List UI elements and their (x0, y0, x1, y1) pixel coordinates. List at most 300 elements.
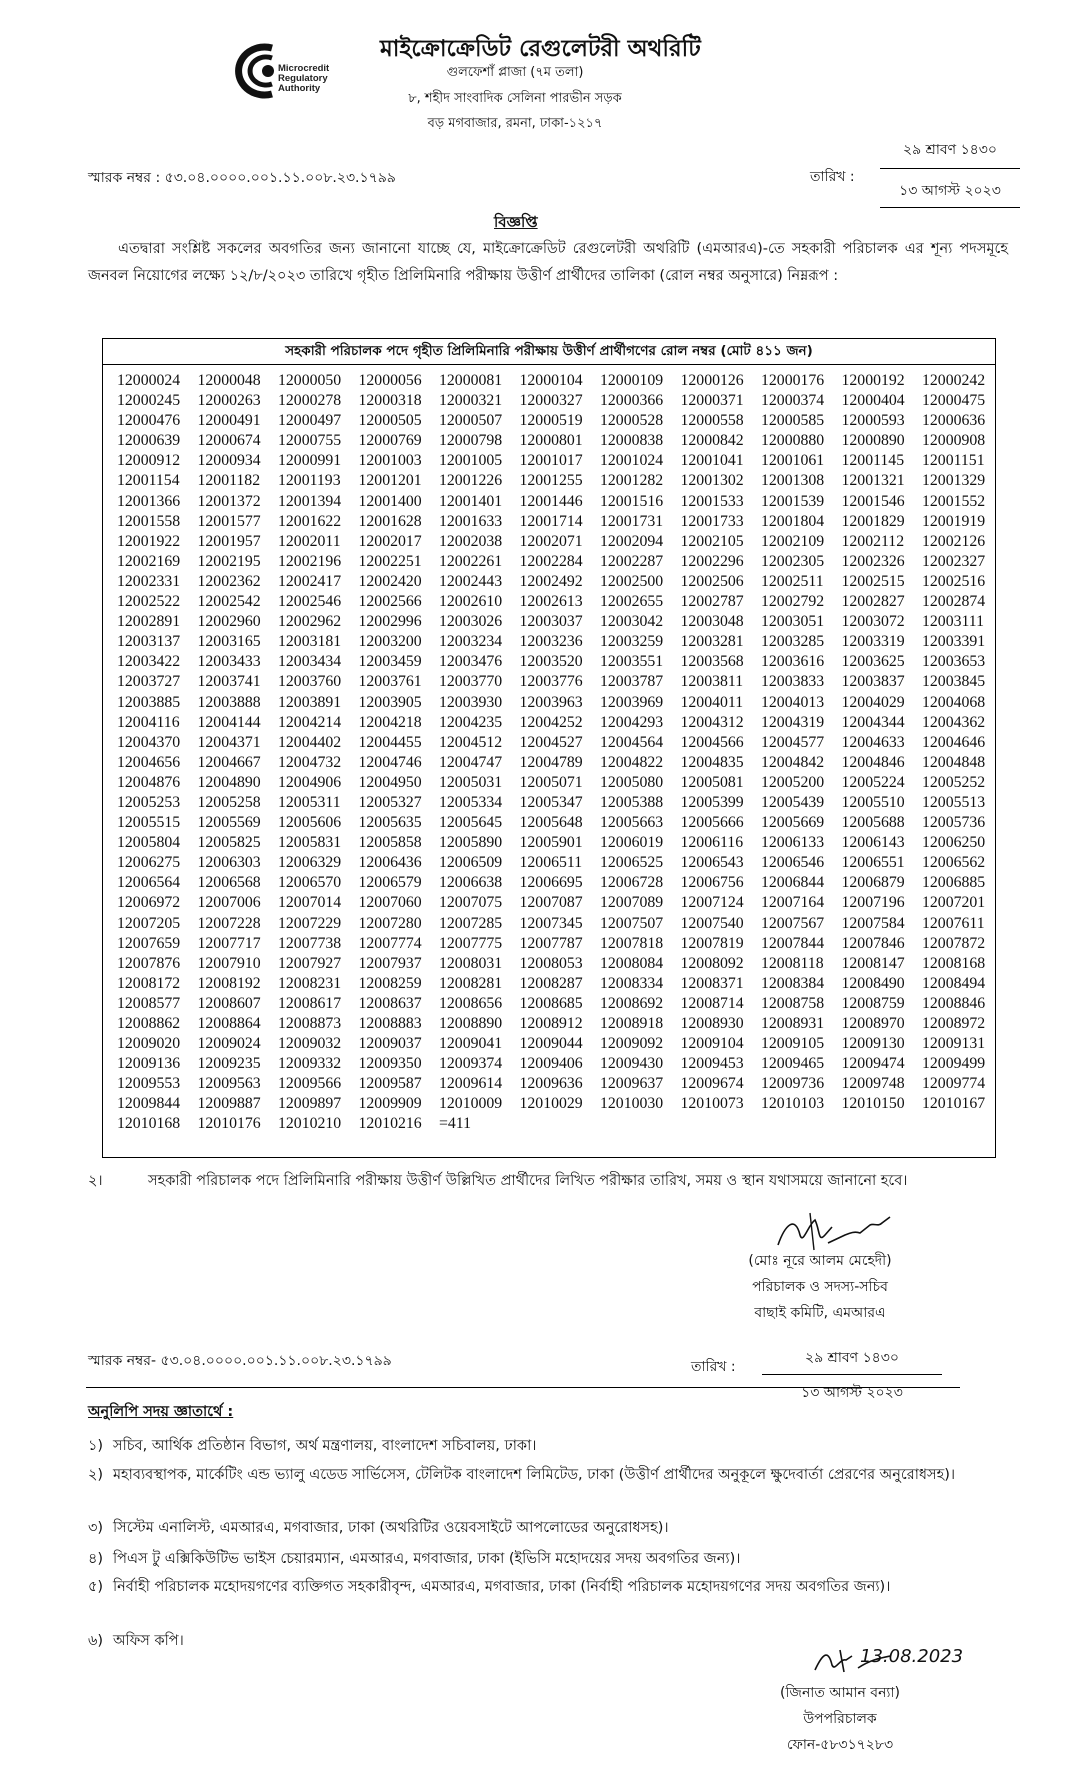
roll-number: 12002787 (680, 593, 744, 611)
roll-number: 12002792 (761, 593, 825, 611)
roll-number: 12000519 (519, 412, 583, 430)
copy-item: ২) মহাব্যবস্থাপক, মার্কেটিং এন্ড ভ্যালু এডেড সার্ভিসেস, টেলিটক বাংলাদেশ লিমিটেড, ঢাকা (উত্তীর্ণ প্রার্থীদের অনুকূলে ক্ষুদেবার্তা প্রেরণের অনুরোধসহ)। (88, 1467, 956, 1483)
roll-number: 12005688 (841, 814, 905, 832)
roll-number: 12005252 (922, 773, 986, 791)
paragraph-number: ২। (88, 1173, 103, 1189)
roll-number: 12000081 (439, 372, 503, 389)
roll-number: 12002011 (278, 532, 341, 550)
roll-number: 12008758 (761, 994, 825, 1012)
roll-number: 12007738 (278, 934, 342, 952)
roll-number: 12009020 (117, 1035, 181, 1053)
roll-number: 12004013 (761, 693, 825, 711)
roll-number: 12005334 (439, 793, 503, 811)
roll-number: 12000318 (358, 392, 422, 410)
roll-number: 12007611 (922, 914, 985, 932)
roll-number: 12005825 (197, 834, 261, 852)
roll-number: 12006543 (680, 854, 744, 872)
roll-number: 12000126 (680, 372, 744, 389)
roll-number: 12009736 (761, 1075, 825, 1093)
table-row (117, 1074, 995, 1094)
roll-number: 12004371 (197, 733, 261, 751)
roll-number: 12008118 (761, 954, 824, 972)
roll-number: 12008617 (278, 994, 342, 1012)
roll-number: 12002094 (600, 532, 664, 550)
roll-number: 12007844 (761, 934, 825, 952)
roll-number: 12002417 (278, 572, 342, 590)
roll-number: 12006568 (197, 874, 261, 892)
roll-number: 12004362 (922, 713, 986, 731)
roll-number: 12009563 (197, 1075, 261, 1093)
roll-number: 12000366 (600, 392, 664, 410)
table-row (117, 994, 995, 1014)
roll-number: 12006509 (439, 854, 503, 872)
signature-2-icon (810, 1630, 970, 1680)
roll-number: 12005663 (600, 814, 664, 832)
roll-number: 12006546 (761, 854, 825, 872)
roll-number: 12010073 (680, 1095, 744, 1113)
roll-number: 12000801 (519, 432, 583, 450)
roll-number: 12000528 (600, 412, 664, 430)
roll-number: 12002500 (600, 572, 664, 590)
roll-number: 12009909 (358, 1095, 422, 1113)
table-row (117, 1054, 995, 1074)
table-row (117, 914, 995, 934)
roll-number: 12003905 (358, 693, 422, 711)
roll-number: 12003653 (922, 653, 986, 671)
roll-number: 12001017 (519, 452, 583, 470)
roll-number: 12003051 (761, 613, 825, 631)
roll-number: 12009887 (197, 1095, 261, 1113)
roll-number: 12000109 (600, 372, 664, 389)
roll-number: 12000636 (922, 412, 986, 430)
roll-number: 12007285 (439, 914, 503, 932)
roll-number: 12008494 (922, 974, 986, 992)
roll-number: 12000769 (358, 432, 422, 450)
roll-number: 12000048 (197, 372, 261, 389)
roll-number: 12001539 (761, 492, 825, 510)
roll-number: 12009032 (278, 1035, 342, 1053)
date-bangla-2: ২৯ শ্রাবণ ১৪৩০ (762, 1346, 942, 1375)
roll-number: 12000176 (761, 372, 825, 389)
roll-number: 12007087 (519, 894, 583, 912)
table-row (117, 693, 995, 713)
roll-number: 12005669 (761, 814, 825, 832)
roll-number: 12004950 (358, 773, 422, 791)
roll-number: 12001193 (278, 472, 341, 490)
roll-number: 12000050 (278, 372, 342, 389)
roll-number: 12005515 (117, 814, 181, 832)
roll-number: 12005513 (922, 793, 986, 811)
table-row (117, 1114, 995, 1134)
roll-number: 12008846 (922, 994, 986, 1012)
roll-number: 12006638 (439, 874, 503, 892)
roll-number: 12004646 (922, 733, 986, 751)
roll-number: 12004822 (600, 753, 664, 771)
roll-number: 12008334 (600, 974, 664, 992)
table-header: সহকারী পরিচালক পদে গৃহীত প্রিলিমিনারি পরীক্ষায় উত্তীর্ণ প্রার্থীগণের রোল নম্বর (মোট ৪১১ জন) (103, 339, 995, 365)
roll-number: 12009844 (117, 1095, 181, 1113)
org-name: মাইক্রোক্রেডিট রেগুলেটরী অথরিটি (380, 36, 701, 62)
roll-number: 12002515 (841, 572, 905, 590)
roll-number: 12004527 (519, 733, 583, 751)
table-row (117, 853, 995, 873)
roll-number: 12005031 (439, 773, 503, 791)
roll-number: 12003319 (841, 633, 905, 651)
signatory-1-title: পরিচালক ও সদস্য-সচিব (752, 1279, 888, 1295)
roll-number: 12001919 (922, 512, 986, 530)
roll-number: 12000327 (519, 392, 583, 410)
roll-number: 12007229 (278, 914, 342, 932)
roll-number: 12008692 (600, 994, 664, 1012)
table-row (117, 451, 995, 471)
roll-number: 12002284 (519, 552, 583, 570)
date-box (880, 138, 1020, 208)
roll-number: 12003891 (278, 693, 342, 711)
roll-number: 12008890 (439, 1015, 503, 1032)
roll-number: 12005606 (278, 814, 342, 832)
roll-number: 12002443 (439, 572, 503, 590)
roll-number: 12003434 (278, 653, 342, 671)
roll-number: 12007124 (680, 894, 744, 912)
roll-number: 12006562 (922, 854, 986, 872)
roll-number: 12000192 (841, 372, 905, 389)
roll-number: 12004789 (519, 753, 583, 771)
roll-number: 12006143 (841, 834, 905, 852)
roll-number: 12000991 (278, 452, 342, 470)
roll-number: 12004319 (761, 713, 825, 731)
roll-number: 12008092 (680, 954, 744, 972)
roll-number: 12002109 (761, 532, 825, 550)
roll-number: 12006756 (680, 874, 744, 892)
roll-number: 12010210 (278, 1115, 342, 1133)
roll-number: 12008883 (358, 1015, 422, 1032)
roll-number: 12001446 (519, 492, 583, 510)
roll-number: 12008281 (439, 974, 503, 992)
roll-number: 12008912 (519, 1015, 583, 1032)
table-row (117, 612, 995, 632)
roll-number: 12004564 (600, 733, 664, 751)
roll-number: 12009453 (680, 1055, 744, 1073)
roll-number: 12001255 (519, 472, 583, 490)
roll-number: 12010009 (439, 1095, 503, 1113)
roll-number: 12007228 (197, 914, 261, 932)
roll-number: 12003234 (439, 633, 503, 651)
table-row (117, 813, 995, 833)
roll-number: 12001041 (680, 452, 744, 470)
roll-number: 12001922 (117, 532, 181, 550)
roll-number: 12001226 (439, 472, 503, 490)
roll-number: 12001516 (600, 492, 664, 510)
table-row (117, 552, 995, 572)
notice-title: বিজ্ঞপ্তি (494, 213, 538, 231)
roll-number: 12000024 (117, 372, 181, 389)
roll-number: 12004876 (117, 773, 181, 791)
roll-number: 12002492 (519, 572, 583, 590)
roll-number: 12001005 (439, 452, 503, 470)
roll-number: 12001308 (761, 472, 825, 490)
copy-item: ৪) পিএস টু এক্সিকিউটিভ ভাইস চেয়ারম্যান, এমআরএ, মগবাজার, ঢাকা (ইভিসি মহোদয়ের সদয় অবগতির জন্য)। (88, 1551, 741, 1567)
copy-item: ৩) সিস্টেম এনালিস্ট, এমআরএ, মগবাজার, ঢাকা (অথরিটির ওয়েবসাইটে আপলোডের অনুরোধসহ)। (88, 1520, 669, 1536)
roll-number: 12000585 (761, 412, 825, 430)
roll-number: 12007540 (680, 914, 744, 932)
roll-number: 12000245 (117, 392, 181, 410)
roll-number: 12004029 (841, 693, 905, 711)
roll-number: 12001061 (761, 452, 825, 470)
roll-number: 12004848 (922, 753, 986, 771)
roll-number: 12010029 (519, 1095, 583, 1113)
roll-number: 12007774 (358, 934, 422, 952)
roll-number: 12000639 (117, 432, 181, 450)
roll-number: 12004633 (841, 733, 905, 751)
roll-number: 12002362 (197, 572, 261, 590)
signatory-1 (700, 1248, 940, 1326)
roll-number: 12000476 (117, 412, 181, 430)
signatory-1-name: (মোঃ নূরে আলম মেহেদী) (748, 1253, 892, 1269)
roll-number: 12000056 (358, 372, 422, 389)
roll-number: 12007846 (841, 934, 905, 952)
roll-number: 12008053 (519, 954, 583, 972)
roll-number: 12008172 (117, 974, 181, 992)
roll-number: 12007872 (922, 934, 986, 952)
roll-number: 12001622 (278, 512, 342, 530)
roll-number: 12006695 (519, 874, 583, 892)
roll-number: 12000842 (680, 432, 744, 450)
roll-number: 12002195 (197, 552, 261, 570)
roll-number: 12007014 (278, 894, 342, 912)
roll-number: 12003459 (358, 653, 422, 671)
paragraph-2 (88, 1167, 1008, 1195)
roll-number: 12000880 (761, 432, 825, 450)
roll-number: 12002327 (922, 552, 986, 570)
roll-number: 12002516 (922, 572, 986, 590)
table-row (117, 753, 995, 773)
roll-number: 12009406 (519, 1055, 583, 1073)
roll-number: 12003181 (278, 633, 342, 651)
table-row (117, 954, 995, 974)
roll-number: 12005258 (197, 793, 261, 811)
roll-number: 12007196 (841, 894, 905, 912)
roll-number: 12009614 (439, 1075, 503, 1093)
table-row (117, 934, 995, 954)
roll-number: 12009041 (439, 1035, 503, 1053)
roll-number: 12007818 (600, 934, 664, 952)
roll-number: 12002287 (600, 552, 664, 570)
roll-number: 12008084 (600, 954, 664, 972)
roll-number: 12001372 (197, 492, 261, 510)
roll-number: 12003042 (600, 613, 664, 631)
roll-number: 12001731 (600, 512, 664, 530)
roll-number: 12000838 (600, 432, 664, 450)
roll-number: 12006019 (600, 834, 664, 852)
table-row (117, 371, 995, 391)
roll-number: 12009130 (841, 1035, 905, 1053)
roll-list (103, 365, 995, 1135)
roll-number: 12000263 (197, 392, 261, 410)
table-row (117, 572, 995, 592)
roll-number: 12005648 (519, 814, 583, 832)
roll-number: 12004512 (439, 733, 503, 751)
roll-number: 12000104 (519, 372, 583, 389)
roll-number: 12001804 (761, 512, 825, 530)
roll-number: 12005327 (358, 793, 422, 811)
roll-number: 12008637 (358, 994, 422, 1012)
date-gregorian: ১৩ আগস্ট ২০২৩ (880, 169, 1020, 208)
roll-number: 12002874 (922, 593, 986, 611)
roll-number: 12001400 (358, 492, 422, 510)
roll-number: 12009465 (761, 1055, 825, 1073)
roll-number: 12001401 (439, 492, 503, 510)
roll-number: 12009374 (439, 1055, 503, 1073)
roll-number: 12009131 (922, 1035, 986, 1053)
date-gregorian-2: ১৩ আগস্ট ২০২৩ (801, 1385, 903, 1401)
roll-number: 12004344 (841, 713, 905, 731)
roll-number: 12008862 (117, 1015, 181, 1032)
roll-number: 12008287 (519, 974, 583, 992)
roll-number: 12009332 (278, 1055, 342, 1073)
roll-number: 12010168 (117, 1115, 181, 1133)
roll-number: 12004835 (680, 753, 744, 771)
roll-number: 12000242 (922, 372, 986, 389)
roll-number: 12005439 (761, 793, 825, 811)
roll-number: 12000278 (278, 392, 342, 410)
roll-number: 12000934 (197, 452, 261, 470)
date-label: তারিখ : (810, 169, 855, 185)
table-row (117, 713, 995, 733)
roll-number: 12000505 (358, 412, 422, 430)
roll-number: 12008656 (439, 994, 503, 1012)
roll-number: 12004144 (197, 713, 261, 731)
roll-number: 12002126 (922, 532, 986, 550)
roll-number: 12009136 (117, 1055, 181, 1073)
roll-number: 12006551 (841, 854, 905, 872)
roll-number: 12008031 (439, 954, 503, 972)
roll-number: 12002420 (358, 572, 422, 590)
roll-number: 12007819 (680, 934, 744, 952)
table-row (117, 512, 995, 532)
roll-number: 12003285 (761, 633, 825, 651)
roll-number: 12004890 (197, 773, 261, 791)
roll-number: 12003476 (439, 653, 503, 671)
roll-number: 12004011 (680, 693, 744, 711)
roll-number: 12009674 (680, 1075, 744, 1093)
roll-number: 12010167 (922, 1095, 986, 1113)
roll-number: 12004218 (358, 713, 422, 731)
roll-number: 12009037 (358, 1035, 422, 1053)
roll-number: 12008147 (841, 954, 905, 972)
roll-number: 12004846 (841, 753, 905, 771)
roll-number: 12001829 (841, 512, 905, 530)
roll-number: 12002610 (439, 593, 503, 611)
roll-number: 12008607 (197, 994, 261, 1012)
roll-number: 12004252 (519, 713, 583, 731)
table-row (117, 893, 995, 913)
table-row (117, 1034, 995, 1054)
roll-number: 12005388 (600, 793, 664, 811)
roll-number: 12003787 (600, 673, 664, 691)
roll-number: 12002506 (680, 572, 744, 590)
roll-number: 12006570 (278, 874, 342, 892)
roll-number: 12003568 (680, 653, 744, 671)
roll-number: 12005831 (278, 834, 342, 852)
roll-number: 12000491 (197, 412, 261, 430)
roll-number: 12004214 (278, 713, 342, 731)
roll-number: 12002261 (439, 552, 503, 570)
roll-number: 12006844 (761, 874, 825, 892)
roll-number: 12002112 (841, 532, 905, 550)
roll-number: 12008864 (197, 1015, 261, 1032)
roll-number: 12000374 (761, 392, 825, 410)
notice-paragraph: এতদ্বারা সংশ্লিষ্ট সকলের অবগতির জন্য জানানো যাচ্ছে যে, মাইক্রোক্রেডিট রেগুলেটরী অথরিটি (এমআরএ)-তে সহকারী পরিচালক এর শূন্য পদসমূহে জনবল নিয়োগের লক্ষ্যে ১২/৮/২০২৩ তারিখে গৃহীত প্রিলিমিনারি পরীক্ষায় উত্তীর্ণ প্রার্থীদের তালিকা (রোল নম্বর অনুসারে) নিম্নরূপ : (88, 241, 1008, 284)
roll-number: 12006250 (922, 834, 986, 852)
roll-number: 12004842 (761, 753, 825, 771)
roll-number: 12002296 (680, 552, 744, 570)
roll-number: 12003845 (922, 673, 986, 691)
roll-number: 12003281 (680, 633, 744, 651)
roll-number: 12003811 (680, 673, 744, 691)
roll-number: 12008259 (358, 974, 422, 992)
roll-number: 12007787 (519, 934, 583, 952)
roll-number: 12009566 (278, 1075, 342, 1093)
roll-number: 12000798 (439, 432, 503, 450)
roll-number: 12008930 (680, 1015, 744, 1032)
roll-number: 12002960 (197, 613, 261, 631)
roll-number: 12009044 (519, 1035, 583, 1053)
roll-number: 12003433 (197, 653, 261, 671)
roll-number: 12002251 (358, 552, 422, 570)
roll-number: 12005804 (117, 834, 181, 852)
signatory-2-phone: ফোন-৫৮৩১৭২৮৩ (786, 1737, 894, 1753)
roll-number: 12002196 (278, 552, 342, 570)
roll-number: 12002169 (117, 552, 181, 570)
roll-number: 12005635 (358, 814, 422, 832)
roll-number: 12000507 (439, 412, 503, 430)
roll-number: 12001628 (358, 512, 422, 530)
roll-number: 12001321 (841, 472, 905, 490)
roll-number: 12005253 (117, 793, 181, 811)
roll-number: 12010103 (761, 1095, 825, 1113)
roll-number: 12010150 (841, 1095, 905, 1113)
roll-number: 12003963 (519, 693, 583, 711)
roll-number: 12006885 (922, 874, 986, 892)
table-row (117, 974, 995, 994)
roll-number: 12005200 (761, 773, 825, 791)
roll-number: 12002522 (117, 593, 181, 611)
address-line-1: গুলফেশাঁ প্লাজা (৭ম তলা) (446, 65, 584, 80)
roll-number: 12003888 (197, 693, 261, 711)
roll-number: 12001394 (278, 492, 342, 510)
roll-number: 12002017 (358, 532, 422, 550)
roll-number: 12003037 (519, 613, 583, 631)
roll-number: 12001577 (197, 512, 261, 530)
copy-item: ৫) নির্বাহী পরিচালক মহোদয়গণের ব্যক্তিগত সহকারীবৃন্দ, এমআরএ, মগবাজার, ঢাকা (নির্বাহী পরিচালক মহোদয়গণের সদয় অবগতির জন্য)। (88, 1579, 891, 1595)
roll-number: 12005645 (439, 814, 503, 832)
roll-number: 12008685 (519, 994, 583, 1012)
signatory-2-name: (জিনাত আমান বন্যা) (779, 1685, 901, 1701)
roll-number: 12007876 (117, 954, 181, 972)
roll-number: 12007927 (278, 954, 342, 972)
roll-number: 12009235 (197, 1055, 261, 1073)
roll-number: 12001558 (117, 512, 181, 530)
date-bangla: ২৯ শ্রাবণ ১৪৩০ (880, 138, 1020, 169)
roll-number: 12003761 (358, 673, 422, 691)
roll-number: 12001329 (922, 472, 986, 490)
table-row (117, 1094, 995, 1114)
roll-number: 12000497 (278, 412, 342, 430)
roll-number: 12003200 (358, 633, 422, 651)
roll-number: 12000755 (278, 432, 342, 450)
roll-number: 12008371 (680, 974, 744, 992)
roll-number: 12005666 (680, 814, 744, 832)
